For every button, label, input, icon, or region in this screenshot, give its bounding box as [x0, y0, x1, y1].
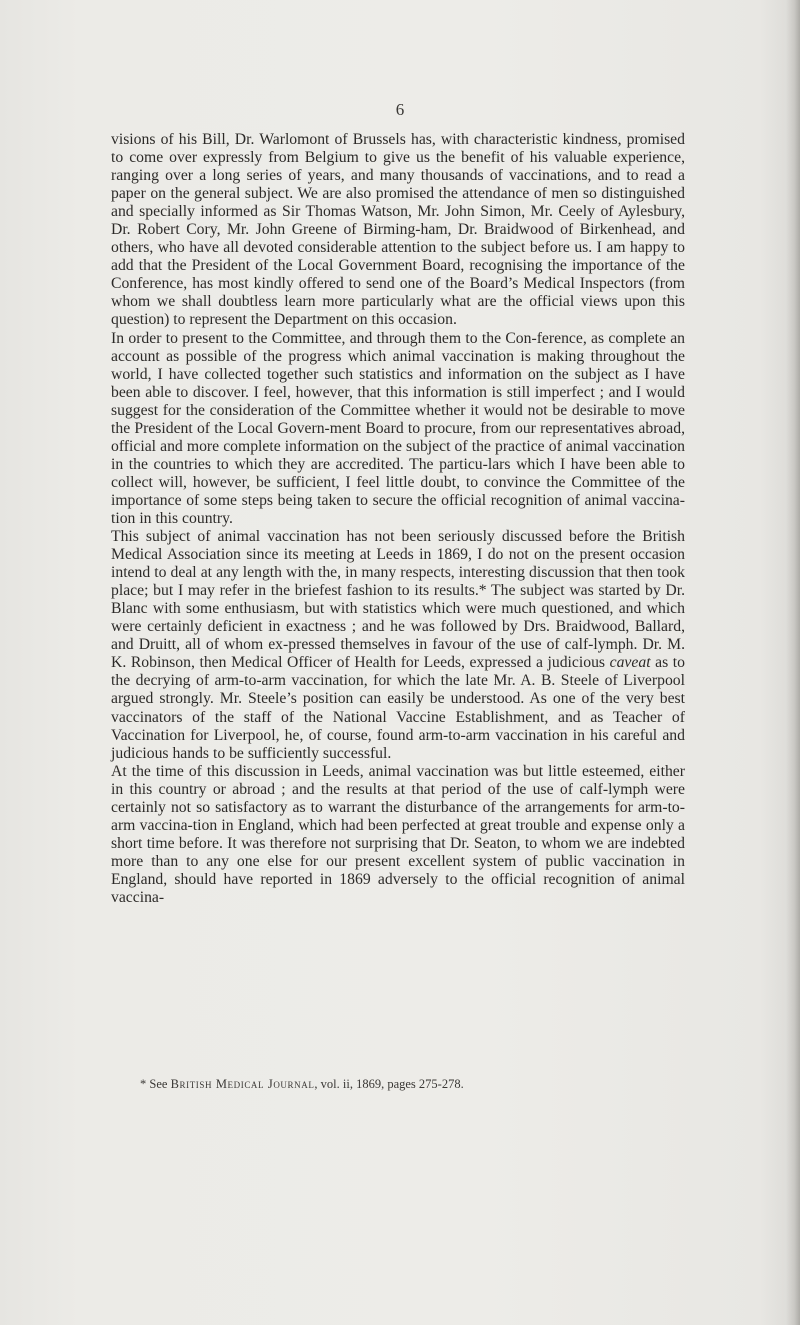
paragraph-2: In order to present to the Committee, and through them to the Con-ference, as complete an account as possible of the progress which animal vaccination is making throughout the world, I have collected together such statistics and information on the subject as I have been able to discover. I feel, however, that this information is still imperfect ; and I would suggest for the consideration of the Committee whether it would not be desirable to move the President of the Local Govern-ment Board to procure, from our representatives abroad, official and more complete information on the subject of the practice of animal vaccination in the countries to which they are accredited. The particu-lars which I have been able to collect will, however, be sufficient, I feel little doubt, to convince the Committee of the importance of some steps being taken to secure the official recognition of animal vaccina-tion in this country. [111, 329, 685, 527]
body-text [111, 131, 685, 907]
paragraph-4: At the time of this discussion in Leeds, animal vaccination was but little esteemed, either in this country or abroad ; and the results at that period of the use of calf-lymph were certainly not so satisfactory as to warrant the disturbance of the arrangements for arm-to-arm vaccina-tion in England, which had been perfected at great trouble and expense only a short time before. It was therefore not surprising that Dr. Seaton, to whom we are indebted more than to any one else for our present excellent system of public vaccination in England, should have reported in 1869 adversely to the official recognition of animal vaccina- [111, 762, 685, 906]
footnote [140, 1077, 685, 1092]
page-edge-shadow [786, 0, 800, 1325]
footnote-prefix: See [149, 1077, 168, 1091]
paragraph-1: visions of his Bill, Dr. Warlomont of Brussels has, with characteristic kindness, promised to come over expressly from Belgium to give us the benefit of his valuable experience, ranging over a long series of years, and many thousands of vaccinations, and to read a paper on the general subject. We are also promised the attendance of men so distinguished and specially informed as Sir Thomas Watson, Mr. John Simon, Mr. Ceely of Aylesbury, Dr. Robert Cory, Mr. John Greene of Birming-ham, Dr. Braidwood of Birkenhead, and others, who have all devoted considerable attention to the subject before us. I am happy to add that the President of the Local Government Board, recognising the importance of the Conference, has most kindly offered to send one of the Board’s Medical Inspectors (from whom we shall doubtless learn more particularly what are the official views upon this question) to represent the Department on this occasion. [111, 131, 685, 329]
paragraph-3 [111, 528, 685, 763]
paragraph-3-part-1: This subject of animal vaccination has not been seriously discussed before the British Medical Association since its meeting at Leeds in 1869, I do not on the present occasion intend to deal at any length with the, in many respects, interesting discussion that then took place; but I may refer in the briefest fashion to its results.* The subject was started by Dr. Blanc with some enthusiasm, but with statistics which were much questioned, and which were certainly deficient in exactness ; and he was followed by Drs. Braidwood, Ballard, and Druitt, all of whom ex-pressed themselves in favour of the use of calf-lymph. Dr. M. K. Robinson, then Medical Officer of Health for Leeds, expressed a judicious [111, 528, 685, 672]
page-number: 6 [395, 100, 405, 119]
caveat-italic: caveat [609, 654, 651, 672]
footnote-journal: British Medical Journal [170, 1077, 315, 1091]
paragraph-3-part-2: as to the decrying of arm-to-arm vaccination, for which the late Mr. A. B. Steele of Liverpool argued strongly. Mr. Steele’s position can easily be understood. As one of the very best vaccinators of the staff of the National Vaccine Establishment, and as Teacher of Vaccination for Liverpool, he, of course, found arm-to-arm vaccination in his careful and judicious hands to be sufficiently successful. [111, 654, 686, 762]
footnote-marker: * [140, 1077, 147, 1091]
footnote-citation: , vol. ii, 1869, pages 275-278. [314, 1077, 464, 1091]
